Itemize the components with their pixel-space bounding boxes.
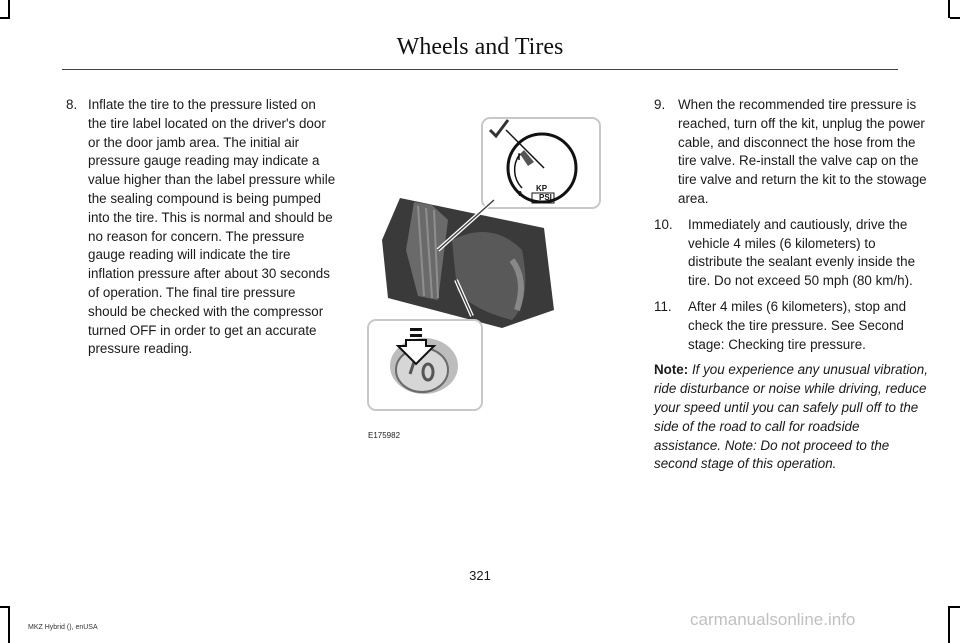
illustration-svg <box>362 110 612 448</box>
list-item <box>654 96 928 209</box>
note-text: If you experience any unusual vibration, ride disturbance or noise while driving, reduce your speed until you can safely pull off to the side of the road to call for roadside assistance. Note: Do not proceed to the second stage of this operation. <box>654 362 928 472</box>
page-number: 321 <box>469 568 491 583</box>
footer-text: MKZ Hybrid (), enUSA <box>28 624 98 631</box>
item-text: After 4 miles (6 kilometers), stop and check the tire pressure. See Second stage: Checking tire pressure. <box>688 298 907 352</box>
crop-mark <box>8 0 10 18</box>
item-number: 8. <box>66 97 78 112</box>
item-text: Immediately and cautiously, drive the vehicle 4 miles (6 kilometers) to distribute the sealant evenly inside the tire. Do not exceed 50 mph (80 km/h). <box>688 216 916 289</box>
note-label: Note: <box>654 362 689 378</box>
list-item <box>654 298 928 354</box>
crop-mark <box>0 17 10 19</box>
item-text: When the recommended tire pressure is reached, turn off the kit, unplug the power cable, and disconnect the hose from the tire valve. Re-install the valve cap on the tire valve and return the kit to the stowage area. <box>678 97 927 206</box>
note-paragraph <box>654 361 928 474</box>
crop-mark <box>0 606 10 608</box>
crop-mark <box>948 0 950 18</box>
crop-mark <box>950 17 960 19</box>
left-column <box>66 96 338 359</box>
crop-mark <box>950 606 960 608</box>
watermark: carmanualsonline.info <box>690 610 856 629</box>
item-number: 9. <box>654 97 666 112</box>
page-title: Wheels and Tires <box>396 34 564 60</box>
header-divider <box>62 69 898 70</box>
gauge-kp-label: KP <box>536 184 548 193</box>
list-item <box>654 216 928 291</box>
figure-code: E175982 <box>368 431 401 440</box>
item-number: 11. <box>654 298 672 314</box>
gauge-zero-label: 0 <box>518 191 522 198</box>
item-text: Inflate the tire to the pressure listed on the tire label located on the driver's door or the door jamb area. The initial air pressure gauge reading may indicate a value higher than the label pressure while the sealing compound is being pumped into the tire. This is normal and should be no reason for concern. The pressure gauge reading will indicate the tire inflation pressure after about 30 seconds of operation. The final tire pressure should be checked with the compressor turned OFF in order to get an accurate pressure reading. <box>88 97 336 357</box>
list-item <box>66 96 338 359</box>
crop-mark <box>8 606 10 643</box>
right-column <box>654 96 928 474</box>
crop-mark <box>948 606 950 643</box>
gauge-psi-label: PSI <box>539 193 552 202</box>
item-number: 10. <box>654 216 673 232</box>
tire-inflation-illustration <box>362 110 612 448</box>
